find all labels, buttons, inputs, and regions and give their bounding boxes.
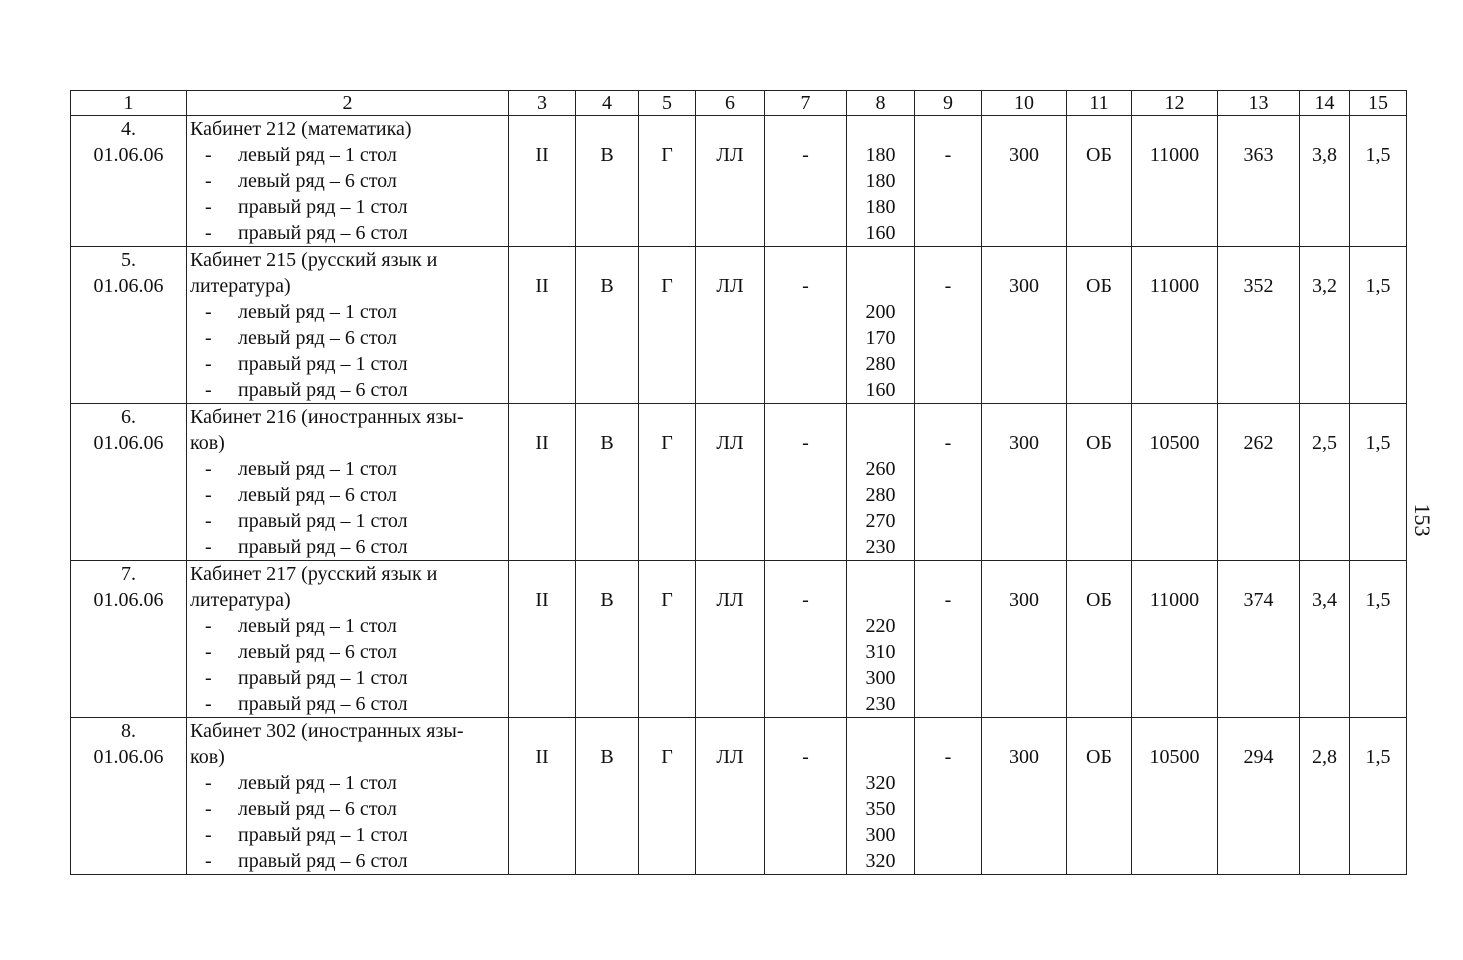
col3-cell-value: II [535,144,549,166]
col11-cell [1067,718,1132,875]
col7-cell-value: - [802,275,809,297]
measurement-point-label: правый ряд – 1 стол [238,353,408,375]
col14-cell-value: 3,2 [1312,275,1337,297]
item-cell [71,561,187,718]
measured-value: 180 [865,196,896,218]
column-number: 2 [187,91,509,116]
col10-cell-value: 300 [1009,432,1039,454]
col12-cell [1132,561,1218,718]
item-number: 8. [121,720,136,742]
measured-value: 300 [865,824,896,846]
col15-cell-value: 1,5 [1365,432,1391,454]
measurement-point: - правый ряд – 6 стол [205,850,408,872]
col6-cell [696,247,765,404]
col13-cell [1218,116,1300,247]
col12-cell [1132,718,1218,875]
col8-cell [847,404,915,561]
col4-cell [576,247,639,404]
measurement-point: - левый ряд – 1 стол [205,615,397,637]
col10-cell [982,561,1067,718]
table-row [71,404,1407,561]
measurement-point-label: левый ряд – 1 стол [238,144,397,166]
col13-cell [1218,718,1300,875]
col15-cell [1350,116,1407,247]
col7-cell-value: - [802,144,809,166]
col13-cell-value: 262 [1243,432,1274,454]
room-cell [187,247,509,404]
measurement-point: - левый ряд – 1 стол [205,458,397,480]
measurement-point: - правый ряд – 1 стол [205,353,408,375]
col5-cell-value: Г [661,275,673,297]
measurement-point-label: левый ряд – 1 стол [238,301,397,323]
room-cell [187,116,509,247]
measurement-point: - левый ряд – 6 стол [205,798,397,820]
col7-cell-value: - [802,432,809,454]
column-number: 14 [1300,91,1350,116]
measurement-point-label: правый ряд – 6 стол [238,536,408,558]
room-cell [187,561,509,718]
col15-cell-value: 1,5 [1365,746,1391,768]
column-number: 7 [765,91,847,116]
measurement-point-label: левый ряд – 6 стол [238,484,397,506]
col6-cell-value: ЛЛ [716,589,744,611]
table-row [71,718,1407,875]
col3-cell-value: II [535,746,549,768]
col14-cell [1300,561,1350,718]
measured-value: 280 [865,484,896,506]
col13-cell [1218,247,1300,404]
column-number: 1 [71,91,187,116]
col12-cell [1132,404,1218,561]
measurement-point: - правый ряд – 6 стол [205,379,408,401]
col5-cell [639,247,696,404]
col14-cell-value: 2,5 [1312,432,1337,454]
col6-cell [696,404,765,561]
col5-cell [639,404,696,561]
measurement-point: - левый ряд – 1 стол [205,772,397,794]
col5-cell-value: Г [661,144,673,166]
measurement-point: - левый ряд – 6 стол [205,484,397,506]
table-row [71,116,1407,247]
item-number: 4. [121,118,136,140]
col7-cell [765,247,847,404]
col12-cell-value: 11000 [1149,589,1200,611]
col12-cell [1132,116,1218,247]
column-number: 4 [576,91,639,116]
measurement-point: - левый ряд – 6 стол [205,170,397,192]
measurement-point-label: правый ряд – 1 стол [238,196,408,218]
col6-cell-value: ЛЛ [716,144,744,166]
col6-cell [696,116,765,247]
col4-cell [576,561,639,718]
room-title: ков) [190,746,225,768]
item-cell [71,404,187,561]
col5-cell [639,561,696,718]
measurement-point-label: левый ряд – 6 стол [238,170,397,192]
col4-cell-value: В [600,432,614,454]
measured-value: 280 [865,353,896,375]
col5-cell [639,116,696,247]
measurement-point-label: правый ряд – 1 стол [238,667,408,689]
col10-cell [982,116,1067,247]
column-number: 15 [1350,91,1407,116]
col15-cell-value: 1,5 [1365,275,1391,297]
item-date: 01.06.06 [93,432,164,454]
col6-cell-value: ЛЛ [716,275,744,297]
col4-cell [576,718,639,875]
room-title: литература) [190,275,291,297]
col4-cell-value: В [600,746,614,768]
col14-cell [1300,404,1350,561]
col15-cell [1350,718,1407,875]
room-title: Кабинет 216 (иностранных язы- [190,406,464,428]
column-number: 3 [509,91,576,116]
room-cell [187,404,509,561]
room-title: Кабинет 217 (русский язык и [190,563,438,585]
col13-cell [1218,561,1300,718]
measured-value: 180 [865,170,896,192]
col8-cell [847,116,915,247]
col4-cell-value: В [600,275,614,297]
col7-cell [765,116,847,247]
measurement-point-label: правый ряд – 6 стол [238,222,408,244]
col6-cell-value: ЛЛ [716,432,744,454]
measured-value: 180 [865,144,896,166]
measured-value: 220 [865,615,896,637]
room-title: Кабинет 302 (иностранных язы- [190,720,464,742]
item-cell [71,247,187,404]
column-number-row [71,91,1407,116]
measurement-point: - левый ряд – 6 стол [205,327,397,349]
item-date: 01.06.06 [93,589,164,611]
measured-value: 260 [865,458,896,480]
column-number: 13 [1218,91,1300,116]
col11-cell-value: ОБ [1086,432,1112,454]
col7-cell [765,404,847,561]
column-number: 12 [1132,91,1218,116]
col3-cell [509,247,576,404]
column-number: 8 [847,91,915,116]
col12-cell-value: 11000 [1149,144,1200,166]
measured-value: 320 [865,772,896,794]
col9-cell-value: - [944,275,952,297]
col4-cell-value: В [600,144,614,166]
col14-cell-value: 2,8 [1312,746,1337,768]
measurement-point: - левый ряд – 1 стол [205,301,397,323]
col10-cell-value: 300 [1009,275,1039,297]
col9-cell [915,561,982,718]
col7-cell-value: - [802,589,809,611]
col8-cell [847,561,915,718]
page-number: 153 [1410,503,1435,537]
col6-cell [696,561,765,718]
col15-cell-value: 1,5 [1365,589,1391,611]
col13-cell-value: 352 [1243,275,1274,297]
column-number: 11 [1067,91,1132,116]
measured-value: 270 [865,510,896,532]
measurement-point-label: левый ряд – 6 стол [238,641,397,663]
measurement-point-label: правый ряд – 6 стол [238,693,408,715]
col12-cell-value: 10500 [1149,746,1200,768]
measurement-point: - правый ряд – 1 стол [205,667,408,689]
col11-cell [1067,404,1132,561]
measured-value: 170 [865,327,896,349]
col9-cell-value: - [944,144,952,166]
measurement-point-label: левый ряд – 1 стол [238,458,397,480]
measurement-point-label: левый ряд – 6 стол [238,327,397,349]
col3-cell [509,561,576,718]
col4-cell-value: В [600,589,614,611]
col11-cell [1067,247,1132,404]
item-date: 01.06.06 [93,144,164,166]
col12-cell-value: 11000 [1149,275,1200,297]
col10-cell-value: 300 [1009,746,1039,768]
col10-cell [982,247,1067,404]
measurement-point-label: правый ряд – 1 стол [238,510,408,532]
col3-cell [509,718,576,875]
column-number: 10 [982,91,1067,116]
item-cell [71,718,187,875]
col9-cell [915,404,982,561]
col3-cell [509,116,576,247]
col13-cell [1218,404,1300,561]
item-number: 6. [121,406,136,428]
col5-cell-value: Г [661,432,673,454]
col3-cell-value: II [535,589,549,611]
measured-value: 200 [865,301,896,323]
item-number: 5. [121,249,136,271]
col9-cell-value: - [944,589,952,611]
measured-value: 160 [865,222,896,244]
measured-value: 300 [865,667,896,689]
col9-cell [915,718,982,875]
column-number: 6 [696,91,765,116]
col14-cell [1300,718,1350,875]
measurement-point-label: левый ряд – 1 стол [238,615,397,637]
measurement-point: - правый ряд – 6 стол [205,536,408,558]
measurement-point: - правый ряд – 6 стол [205,693,408,715]
col12-cell [1132,247,1218,404]
col9-cell [915,116,982,247]
col8-cell [847,718,915,875]
col11-cell-value: ОБ [1086,275,1112,297]
col10-cell [982,718,1067,875]
col5-cell-value: Г [661,589,673,611]
col15-cell [1350,561,1407,718]
col7-cell [765,561,847,718]
item-number: 7. [121,563,136,585]
col4-cell [576,116,639,247]
measurement-point: - левый ряд – 1 стол [205,144,397,166]
room-title: Кабинет 215 (русский язык и [190,249,438,271]
col14-cell-value: 3,4 [1312,589,1337,611]
col11-cell-value: ОБ [1086,746,1112,768]
col5-cell [639,718,696,875]
col3-cell [509,404,576,561]
col15-cell [1350,404,1407,561]
room-title: ков) [190,432,225,454]
room-cell [187,718,509,875]
measurement-table [70,90,1407,875]
column-number: 5 [639,91,696,116]
measured-value: 310 [865,641,896,663]
column-number: 9 [915,91,982,116]
col5-cell-value: Г [661,746,673,768]
item-date: 01.06.06 [93,746,164,768]
measurement-point-label: правый ряд – 1 стол [238,824,408,846]
table-row [71,561,1407,718]
measured-value: 320 [865,850,896,872]
table-row [71,247,1407,404]
col11-cell [1067,561,1132,718]
col11-cell-value: ОБ [1086,589,1112,611]
col14-cell-value: 3,8 [1312,144,1337,166]
col15-cell-value: 1,5 [1365,144,1391,166]
col9-cell-value: - [944,432,952,454]
measured-value: 230 [865,693,896,715]
col11-cell-value: ОБ [1086,144,1112,166]
col9-cell-value: - [944,746,952,768]
measurement-point: - левый ряд – 6 стол [205,641,397,663]
measured-value: 160 [865,379,896,401]
col13-cell-value: 374 [1243,589,1274,611]
measured-value: 350 [865,798,896,820]
col14-cell [1300,247,1350,404]
measured-value: 230 [865,536,896,558]
col13-cell-value: 363 [1243,144,1274,166]
measurement-point: - правый ряд – 1 стол [205,824,408,846]
col10-cell [982,404,1067,561]
col3-cell-value: II [535,432,549,454]
col11-cell [1067,116,1132,247]
measurement-point-label: левый ряд – 6 стол [238,798,397,820]
measurement-point-label: левый ряд – 1 стол [238,772,397,794]
col7-cell [765,718,847,875]
col7-cell-value: - [802,746,809,768]
col14-cell [1300,116,1350,247]
table-body [71,91,1407,875]
measurement-point-label: правый ряд – 6 стол [238,379,408,401]
col3-cell-value: II [535,275,549,297]
room-title: Кабинет 212 (математика) [190,118,412,140]
col9-cell [915,247,982,404]
col13-cell-value: 294 [1243,746,1274,768]
measurement-point-label: правый ряд – 6 стол [238,850,408,872]
col6-cell [696,718,765,875]
item-cell [71,116,187,247]
room-title: литература) [190,589,291,611]
item-date: 01.06.06 [93,275,164,297]
measurement-point: - правый ряд – 1 стол [205,196,408,218]
col6-cell-value: ЛЛ [716,746,744,768]
col8-cell [847,247,915,404]
measurement-point: - правый ряд – 6 стол [205,222,408,244]
col12-cell-value: 10500 [1149,432,1200,454]
col10-cell-value: 300 [1009,589,1039,611]
col10-cell-value: 300 [1009,144,1039,166]
measurement-point: - правый ряд – 1 стол [205,510,408,532]
col15-cell [1350,247,1407,404]
col4-cell [576,404,639,561]
